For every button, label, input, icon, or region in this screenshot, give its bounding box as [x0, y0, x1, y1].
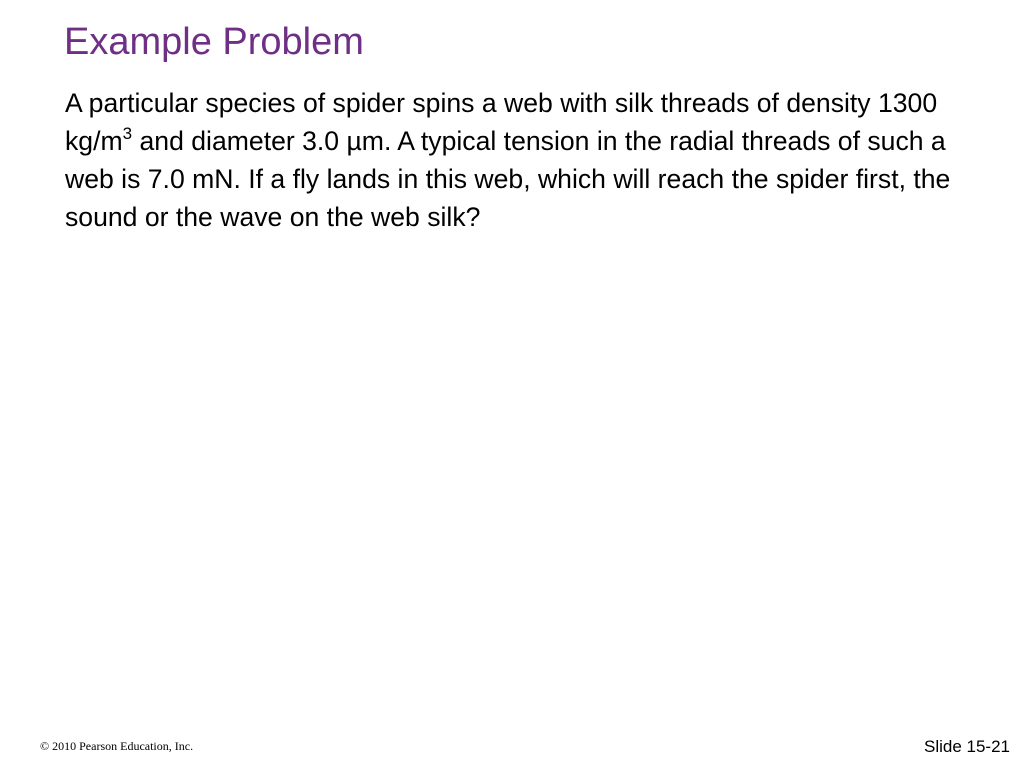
slide-title: Example Problem [64, 21, 364, 63]
problem-text-part-1: A particular species of spider spins a web with silk threads of density 1300 kg/m [65, 88, 938, 156]
slide-number: Slide 15-21 [923, 737, 1010, 756]
problem-statement [65, 84, 995, 236]
problem-text-part-2: and diameter 3.0 µm. A typical tension in the radial threads of such a web is 7.0 mN. If a fly lands in this web, which will reach the spider first, the sound or the wave on the web silk? [65, 126, 951, 232]
copyright-notice: © 2010 Pearson Education, Inc. [40, 739, 194, 753]
cubic-superscript: 3 [122, 124, 133, 143]
